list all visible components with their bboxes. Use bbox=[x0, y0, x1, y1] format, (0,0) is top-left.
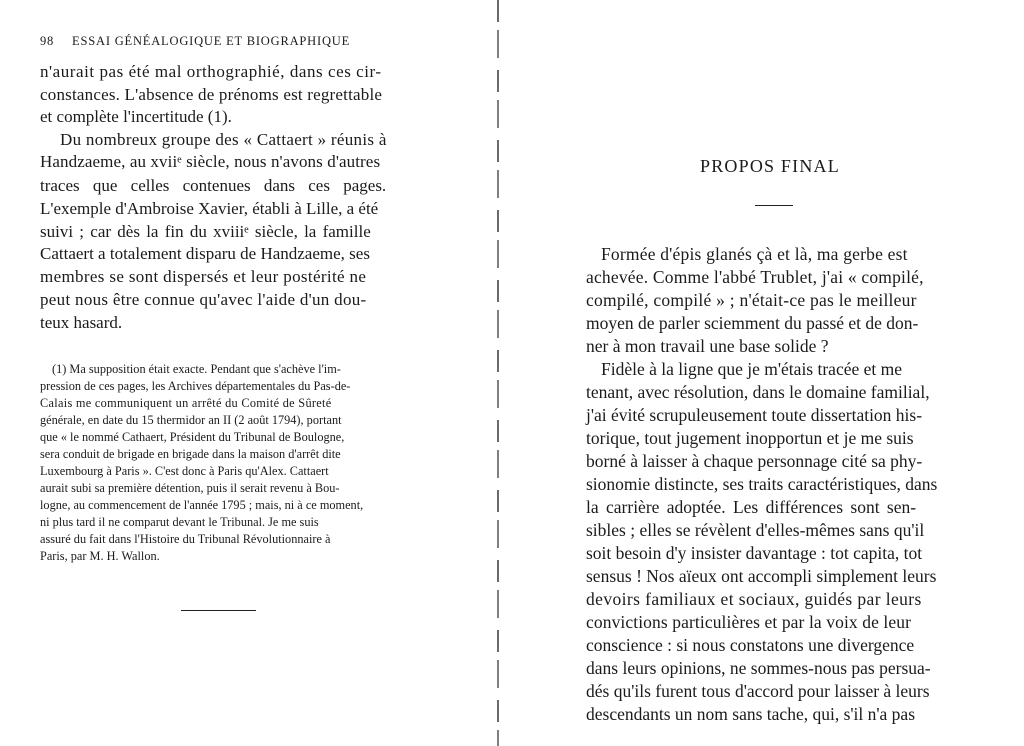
right-page bbox=[500, 0, 1024, 746]
body-line: constances. L'absence de prénoms est regrettable bbox=[40, 85, 383, 104]
body-line: n'aurait pas été mal orthographié, dans ces cir- bbox=[40, 62, 382, 81]
body-line: tenant, avec résolution, dans le domaine familial, bbox=[586, 382, 930, 402]
body-line: compilé, compilé » ; n'était-ce pas le meilleur bbox=[586, 290, 917, 310]
body-line: convictions particulières et par la voix de leur bbox=[586, 612, 912, 632]
body-line: j'ai évité scrupuleusement toute dissertation his- bbox=[586, 405, 923, 425]
footnote-line: Calais me communiquent un arrêté du Comité de Sûreté bbox=[40, 396, 332, 410]
body-line: Du nombreux groupe des « Cattaert » réunis à bbox=[60, 130, 387, 149]
left-page bbox=[0, 0, 497, 746]
footnote-line: que « le nommé Cathaert, Président du Tribunal de Boulogne, bbox=[40, 430, 345, 444]
footnote-line: logne, au commencement de l'année 1795 ; mais, ni à ce moment, bbox=[40, 498, 364, 512]
footnote-line: aurait subi sa première détention, puis il serait revenu à Bou- bbox=[40, 481, 340, 495]
running-head bbox=[40, 34, 350, 49]
body-line: suivi ; car dès la fin du xviiiᵉ siècle, la famille bbox=[40, 222, 371, 241]
footnote-line: Luxembourg à Paris ». C'est donc à Paris qu'Alex. Cattaert bbox=[40, 464, 329, 478]
body-line: soit besoin d'y insister davantage : tot capita, tot bbox=[586, 543, 923, 563]
body-line: teux hasard. bbox=[40, 313, 123, 332]
body-line: borné à laisser à chaque personnage cité sa phy- bbox=[586, 451, 923, 471]
body-line: et complète l'incertitude (1). bbox=[40, 107, 232, 126]
body-line: devoirs familiaux et sociaux, guidés par leurs bbox=[586, 589, 922, 609]
body-line: la carrière adoptée. Les différences sont sen- bbox=[586, 497, 917, 517]
body-line: sibles ; elles se révèlent d'elles-mêmes sans qu'il bbox=[586, 520, 925, 540]
page-number: 98 bbox=[40, 34, 55, 48]
body-line: traces que celles contenues dans ces pages. bbox=[40, 176, 387, 195]
body-line: sensus ! Nos aïeux ont accompli simplement leurs bbox=[586, 566, 937, 586]
body-line: Fidèle à la ligne que je m'étais tracée et me bbox=[601, 359, 903, 379]
body-line: peut nous être connue qu'avec l'aide d'un dou- bbox=[40, 290, 367, 309]
footnote-line: pression de ces pages, les Archives départementales du Pas-de- bbox=[40, 379, 351, 393]
footnote-line: générale, en date du 15 thermidor an II (2 août 1794), portant bbox=[40, 413, 342, 427]
chapter-title: PROPOS FINAL bbox=[700, 156, 840, 176]
body-line: moyen de parler sciemment du passé et de don- bbox=[586, 313, 919, 333]
body-line: ner à mon travail une base solide ? bbox=[586, 336, 829, 356]
footnote-line: sera conduit de brigade en brigade dans la maison d'arrêt dite bbox=[40, 447, 341, 461]
running-head-title: ESSAI GÉNÉALOGIQUE ET BIOGRAPHIQUE bbox=[72, 34, 351, 48]
body-line: descendants un nom sans tache, qui, s'il n'a pas bbox=[586, 704, 916, 724]
body-line: sionomie distincte, ses traits caractéristiques, dans bbox=[586, 474, 938, 494]
body-line: dés qu'ils furent tous d'accord pour laisser à leurs bbox=[586, 681, 930, 701]
footnote-line: ni plus tard il ne comparut devant le Tribunal. Je me suis bbox=[40, 515, 319, 529]
footnote-line: Paris, par M. H. Wallon. bbox=[40, 549, 160, 563]
body-line: Formée d'épis glanés çà et là, ma gerbe est bbox=[601, 244, 908, 264]
body-line: dans leurs opinions, ne sommes-nous pas persua- bbox=[586, 658, 931, 678]
book-gutter bbox=[497, 0, 499, 746]
footnote-line: (1) Ma supposition était exacte. Pendant que s'achève l'im- bbox=[52, 362, 341, 376]
body-line: achevée. Comme l'abbé Trublet, j'ai « compilé, bbox=[586, 267, 924, 287]
body-line: membres se sont dispersés et leur postérité ne bbox=[40, 267, 367, 286]
body-line: conscience : si nous constatons une divergence bbox=[586, 635, 915, 655]
body-line: torique, tout jugement inopportun et je me suis bbox=[586, 428, 914, 448]
title-rule bbox=[755, 205, 793, 206]
body-line: Cattaert a totalement disparu de Handzaeme, ses bbox=[40, 244, 370, 263]
footnote-line: assuré du fait dans l'Histoire du Tribunal Révolutionnaire à bbox=[40, 532, 331, 546]
body-line: Handzaeme, au xviiᵉ siècle, nous n'avons d'autres bbox=[40, 152, 381, 171]
body-line: L'exemple d'Ambroise Xavier, établi à Lille, a été bbox=[40, 199, 379, 218]
end-rule bbox=[181, 610, 256, 611]
